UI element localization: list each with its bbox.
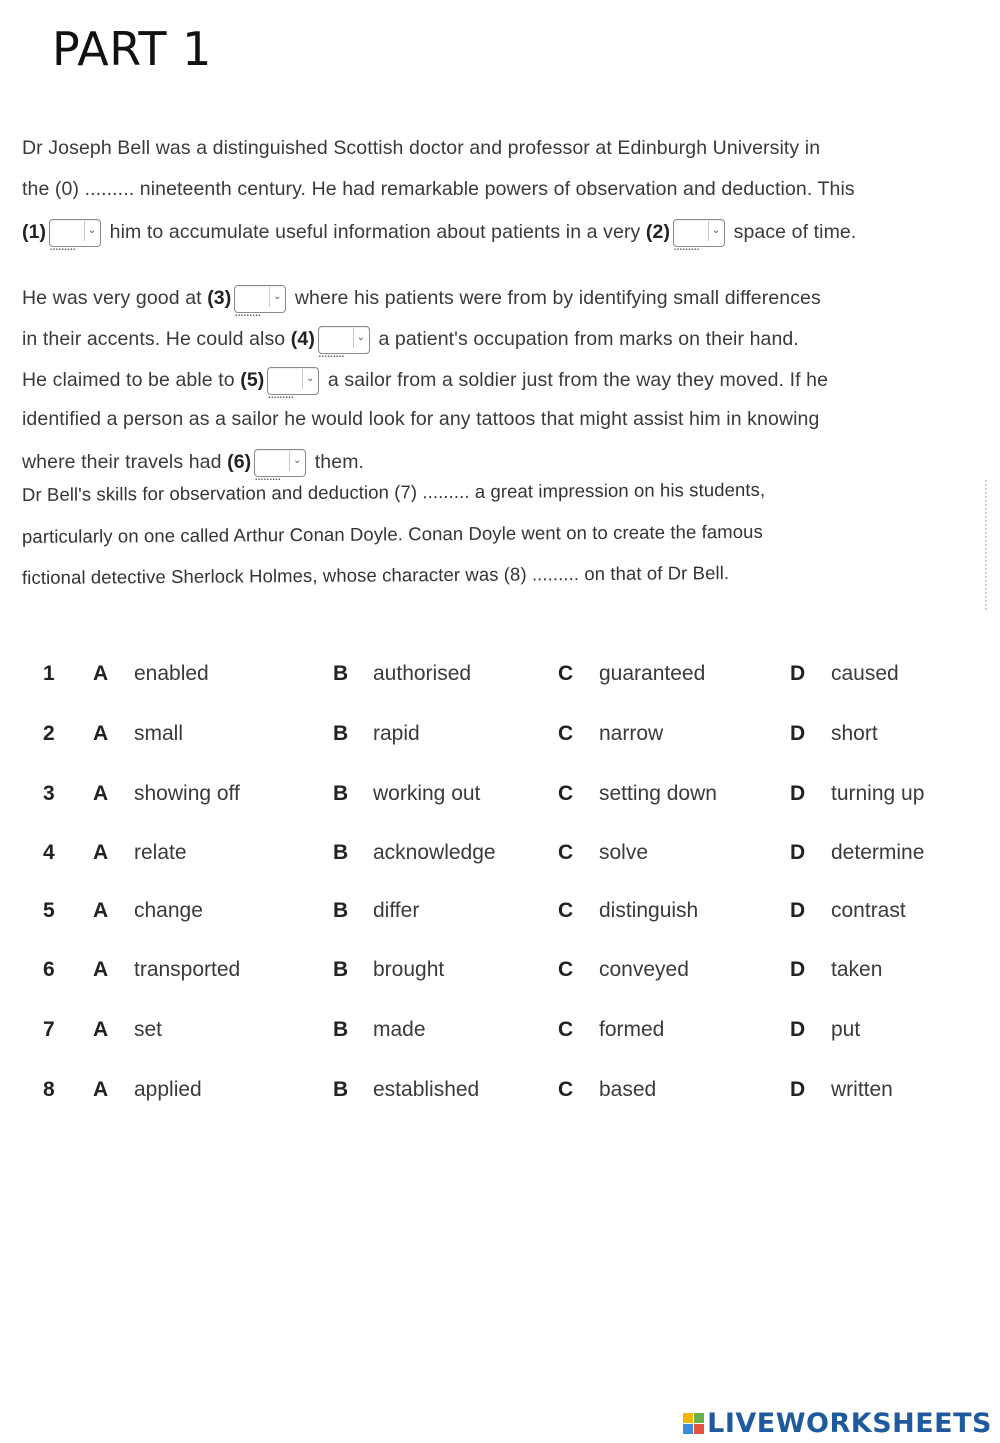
option-letter: C bbox=[558, 782, 574, 805]
option-number: 2 bbox=[43, 722, 55, 745]
scan-edge bbox=[985, 480, 991, 610]
option-letter: D bbox=[790, 662, 806, 685]
option-a: set bbox=[134, 1018, 163, 1041]
option-b: working out bbox=[373, 782, 481, 805]
option-letter: D bbox=[790, 958, 806, 981]
gap-3-dropdown[interactable] bbox=[234, 285, 286, 314]
option-c: based bbox=[599, 1078, 657, 1101]
option-letter: D bbox=[790, 722, 806, 745]
option-d: put bbox=[831, 1018, 861, 1041]
gap-number-6: (6) bbox=[227, 451, 252, 473]
chevron-down-icon: ⌄ bbox=[708, 221, 723, 241]
option-number: 3 bbox=[43, 782, 55, 805]
option-d: determine bbox=[831, 841, 925, 864]
option-letter: D bbox=[790, 841, 806, 864]
option-c: guaranteed bbox=[599, 662, 706, 685]
option-number: 1 bbox=[43, 662, 55, 685]
chevron-down-icon: ⌄ bbox=[302, 369, 317, 389]
option-b: brought bbox=[373, 958, 445, 981]
option-b: made bbox=[373, 1018, 426, 1041]
passage-line-7: identified a person as a sailor he would look for any tattoos that might assist him in knowing bbox=[22, 408, 820, 430]
option-a: transported bbox=[134, 958, 241, 981]
option-c: conveyed bbox=[599, 958, 689, 981]
option-letter: A bbox=[93, 841, 109, 864]
passage-text: space of time. bbox=[733, 221, 857, 243]
option-letter: C bbox=[558, 1018, 574, 1041]
option-d: written bbox=[831, 1078, 893, 1101]
option-row bbox=[0, 1018, 1000, 1058]
liveworksheets-logo bbox=[683, 1408, 992, 1439]
option-letter: C bbox=[558, 722, 574, 745]
gap-number-5: (5) bbox=[240, 369, 265, 391]
option-letter: B bbox=[333, 899, 349, 922]
chevron-down-icon: ⌄ bbox=[289, 451, 304, 471]
option-c: distinguish bbox=[599, 899, 699, 922]
option-number: 5 bbox=[43, 899, 55, 922]
option-number: 7 bbox=[43, 1018, 55, 1041]
gap-1-dropdown[interactable] bbox=[49, 219, 101, 248]
option-row bbox=[0, 841, 1000, 881]
gap-number-4: (4) bbox=[290, 328, 315, 350]
passage-text: He was very good at bbox=[22, 287, 202, 309]
passage-text: in their accents. He could also bbox=[22, 328, 286, 350]
option-letter: A bbox=[93, 722, 109, 745]
passage-line-2: the (0) ......... nineteenth century. He had remarkable powers of observation and deduction. This bbox=[22, 178, 855, 200]
option-a: enabled bbox=[134, 662, 209, 685]
option-number: 4 bbox=[43, 841, 55, 864]
option-letter: A bbox=[93, 782, 109, 805]
option-a: showing off bbox=[134, 782, 240, 805]
passage-line-9: Dr Bell's skills for observation and deduction (7) ......... a great impression on his students, bbox=[21, 478, 766, 505]
option-row bbox=[0, 662, 1000, 702]
option-a: change bbox=[134, 899, 203, 922]
option-letter: D bbox=[790, 1018, 806, 1041]
option-letter: D bbox=[790, 899, 806, 922]
option-letter: B bbox=[333, 722, 349, 745]
option-letter: A bbox=[93, 958, 109, 981]
option-letter: A bbox=[93, 899, 109, 922]
passage-line-10: particularly on one called Arthur Conan Doyle. Conan Doyle went on to create the famous bbox=[21, 520, 763, 547]
option-letter: A bbox=[93, 1078, 109, 1101]
option-d: short bbox=[831, 722, 878, 745]
option-letter: B bbox=[333, 782, 349, 805]
passage-text: where his patients were from by identifying small differences bbox=[294, 287, 821, 309]
chevron-down-icon: ⌄ bbox=[84, 221, 99, 241]
chevron-down-icon: ⌄ bbox=[353, 328, 368, 348]
option-letter: C bbox=[558, 958, 574, 981]
passage-text: them. bbox=[314, 451, 365, 473]
option-row bbox=[0, 899, 1000, 939]
passage-line-6 bbox=[22, 367, 828, 396]
option-b: authorised bbox=[373, 662, 472, 685]
option-letter: D bbox=[790, 1078, 806, 1101]
option-c: setting down bbox=[599, 782, 717, 805]
option-row bbox=[0, 722, 1000, 762]
gap-number-3: (3) bbox=[207, 287, 232, 309]
passage-text: him to accumulate useful information about patients in a very bbox=[109, 221, 641, 243]
option-d: caused bbox=[831, 662, 899, 685]
option-b: rapid bbox=[373, 722, 420, 745]
passage-line-3 bbox=[22, 219, 856, 248]
option-b: acknowledge bbox=[373, 841, 496, 864]
passage-line-11: fictional detective Sherlock Holmes, whose character was (8) ......... on that of Dr Bell. bbox=[21, 562, 730, 588]
option-letter: C bbox=[558, 899, 574, 922]
option-c: formed bbox=[599, 1018, 665, 1041]
brand-name: LIVEWORKSHEETS bbox=[707, 1408, 992, 1439]
chevron-down-icon: ⌄ bbox=[269, 287, 284, 307]
option-letter: B bbox=[333, 958, 349, 981]
passage-line-5 bbox=[22, 326, 799, 355]
passage-text: where their travels had bbox=[22, 451, 222, 473]
gap-6-dropdown[interactable] bbox=[254, 449, 306, 478]
option-a: relate bbox=[134, 841, 187, 864]
option-letter: D bbox=[790, 782, 806, 805]
option-row bbox=[0, 958, 1000, 998]
liveworksheets-icon bbox=[683, 1413, 704, 1434]
option-letter: A bbox=[93, 1018, 109, 1041]
passage-text: a sailor from a soldier just from the way they moved. If he bbox=[327, 369, 829, 391]
option-letter: A bbox=[93, 662, 109, 685]
gap-5-dropdown[interactable] bbox=[267, 367, 319, 396]
option-b: differ bbox=[373, 899, 420, 922]
option-letter: B bbox=[333, 1078, 349, 1101]
option-letter: C bbox=[558, 1078, 574, 1101]
page-title: PART 1 bbox=[52, 22, 212, 76]
option-b: established bbox=[373, 1078, 480, 1101]
option-number: 6 bbox=[43, 958, 55, 981]
passage-line-8 bbox=[22, 449, 364, 478]
passage-line-1: Dr Joseph Bell was a distinguished Scottish doctor and professor at Edinburgh University in bbox=[22, 137, 821, 159]
gap-number-1: (1) bbox=[22, 221, 47, 243]
option-c: solve bbox=[599, 841, 649, 864]
option-a: applied bbox=[134, 1078, 202, 1101]
option-row bbox=[0, 782, 1000, 822]
option-d: turning up bbox=[831, 782, 925, 805]
option-row bbox=[0, 1078, 1000, 1118]
option-letter: C bbox=[558, 662, 574, 685]
option-letter: B bbox=[333, 662, 349, 685]
option-c: narrow bbox=[599, 722, 664, 745]
option-letter: B bbox=[333, 841, 349, 864]
option-a: small bbox=[134, 722, 184, 745]
passage-line-4 bbox=[22, 285, 821, 314]
gap-number-2: (2) bbox=[645, 221, 671, 243]
option-letter: B bbox=[333, 1018, 349, 1041]
passage-text: a patient's occupation from marks on their hand. bbox=[378, 328, 799, 350]
option-number: 8 bbox=[43, 1078, 55, 1101]
option-letter: C bbox=[558, 841, 574, 864]
gap-4-dropdown[interactable] bbox=[318, 326, 370, 355]
passage-text: He claimed to be able to bbox=[22, 369, 235, 391]
option-d: taken bbox=[831, 958, 883, 981]
gap-2-dropdown[interactable] bbox=[673, 219, 725, 248]
option-d: contrast bbox=[831, 899, 906, 922]
